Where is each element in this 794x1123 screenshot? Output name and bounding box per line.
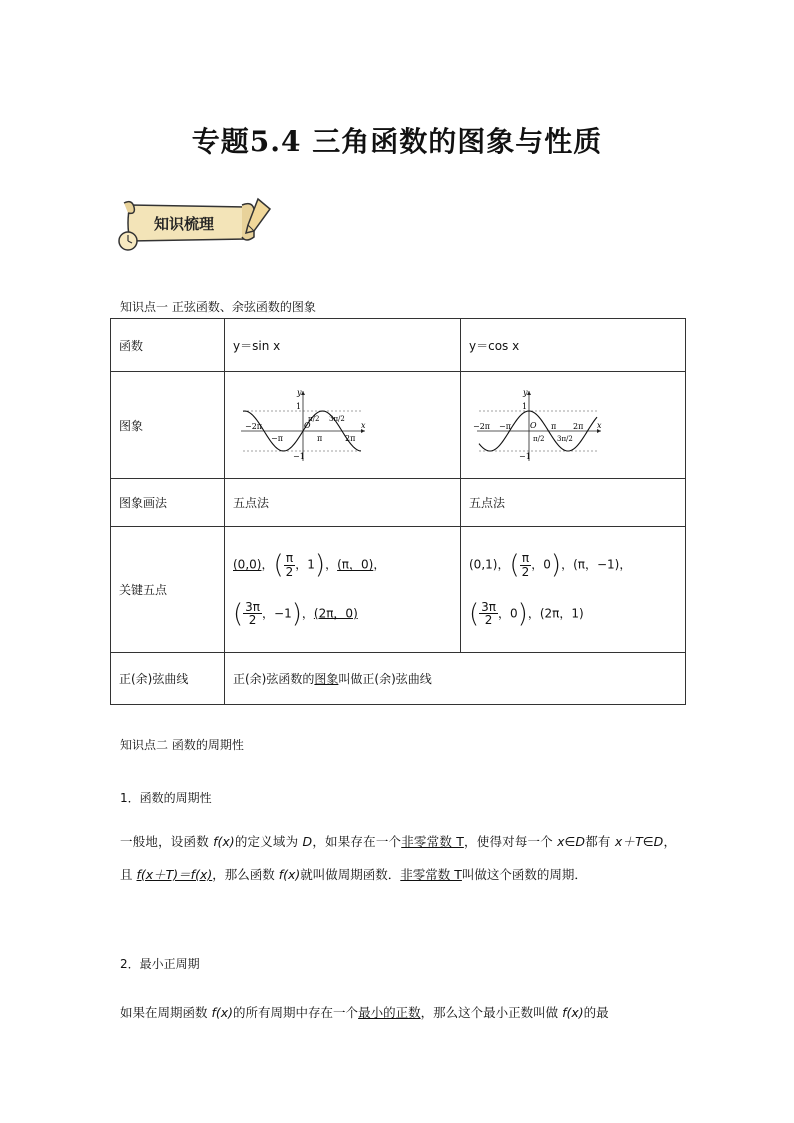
tick-pi-2: π/2 — [308, 414, 320, 423]
tick-2pi: 2π — [345, 433, 356, 443]
fraction: $\frac{3\pi}{2}$ — [245, 599, 261, 628]
fraction: $\frac{\pi}{2}$ — [521, 551, 530, 579]
sin-points-cell: (0,0)，( $\frac{\pi}{2}$ ，1)，(π，0)， ( $\frac{3\pi}{2}$ ，−1)，(2π，0) — [225, 527, 461, 653]
cos-graph-cell — [461, 372, 686, 479]
sin-point-3: (π，0) — [337, 557, 374, 572]
tick-pi-2: π/2 — [533, 434, 545, 443]
tick-3pi-2: 3π/2 — [557, 434, 573, 443]
tick-negpi: −π — [271, 433, 283, 443]
table-row-graph — [111, 372, 686, 479]
fraction: $\frac{3\pi}{2}$ — [481, 599, 497, 628]
cos-point-1: (0,1) — [469, 557, 498, 572]
cos-function-cell: y＝cos x — [461, 319, 686, 372]
origin-label: O — [530, 420, 537, 430]
cosine-curve-graph — [469, 381, 609, 467]
trig-table — [110, 318, 686, 705]
sin-graph-cell — [225, 372, 461, 479]
section-heading-2: 知识点二 函数的周期性 — [120, 738, 244, 752]
sin-method-cell: 五点法 — [225, 479, 461, 527]
table-row-key-points — [111, 527, 686, 653]
row-label: 正(余)弦曲线 — [111, 653, 225, 705]
table-row-function — [111, 319, 686, 372]
section-heading-1: 知识点一 正弦函数、余弦函数的图象 — [120, 300, 316, 314]
table-row-curve — [111, 653, 686, 705]
x-label: x — [597, 420, 602, 430]
tick-neg1: −1 — [519, 451, 531, 461]
paragraph-min-period: 如果在周期函数 f(x)的所有周期中存在一个最小的正数，那么这个最小正数叫做 f(x)的最 — [120, 1005, 609, 1020]
cos-point-5: (2π，1) — [539, 606, 584, 621]
tick-neg2pi: −2π — [245, 421, 263, 431]
subheading-period: 1．函数的周期性 — [120, 791, 212, 805]
table-row-method — [111, 479, 686, 527]
y-label: y — [523, 387, 528, 397]
cos-points-cell: (0,1)，( $\frac{\pi}{2}$ ，0)，(π，−1)， ( $\frac{3\pi}{2}$ ，0)，(2π，1) — [461, 527, 686, 653]
curve-definition-cell: 正(余)弦函数的图象叫做正(余)弦曲线 — [225, 653, 686, 705]
sin-point-5: (2π，0) — [313, 606, 358, 621]
row-label: 函数 — [111, 319, 225, 372]
x-label: x — [361, 420, 366, 430]
row-label: 关键五点 — [111, 527, 225, 653]
tick-1: 1 — [522, 401, 528, 411]
tick-neg2pi: −2π — [473, 421, 491, 431]
tick-1: 1 — [296, 401, 302, 411]
tick-negpi: −π — [499, 421, 511, 431]
row-label: 图象 — [111, 372, 225, 479]
subheading-min-period: 2．最小正周期 — [120, 957, 200, 971]
paragraph-period-definition: 一般地，设函数 f(x)的定义域为 D，如果存在一个非零常数 T，使得对每一个 x∈D都有 x＋T∈D，且 f(x＋T)＝f(x)，那么函数 f(x)就叫做周期函数．非零常数 T叫做这个函数的周期． — [120, 834, 676, 882]
sin-point-1: (0,0) — [233, 557, 262, 572]
page-title: 专题5.4 三角函数的图象与性质 — [191, 125, 603, 158]
origin-label: O — [304, 420, 311, 430]
cos-method-cell: 五点法 — [461, 479, 686, 527]
tick-pi: π — [551, 421, 557, 431]
tick-pi: π — [317, 433, 323, 443]
sine-curve-graph — [233, 381, 373, 467]
banner-label: 知识梳理 — [154, 215, 215, 233]
sin-function-cell: y＝sin x — [225, 319, 461, 372]
tick-neg1: −1 — [293, 451, 305, 461]
row-label: 图象画法 — [111, 479, 225, 527]
tick-2pi: 2π — [573, 421, 584, 431]
tick-3pi-2: 3π/2 — [329, 414, 345, 423]
y-label: y — [297, 387, 302, 397]
fraction: $\frac{\pi}{2}$ — [285, 551, 294, 579]
cos-point-3: (π，−1) — [573, 557, 620, 572]
